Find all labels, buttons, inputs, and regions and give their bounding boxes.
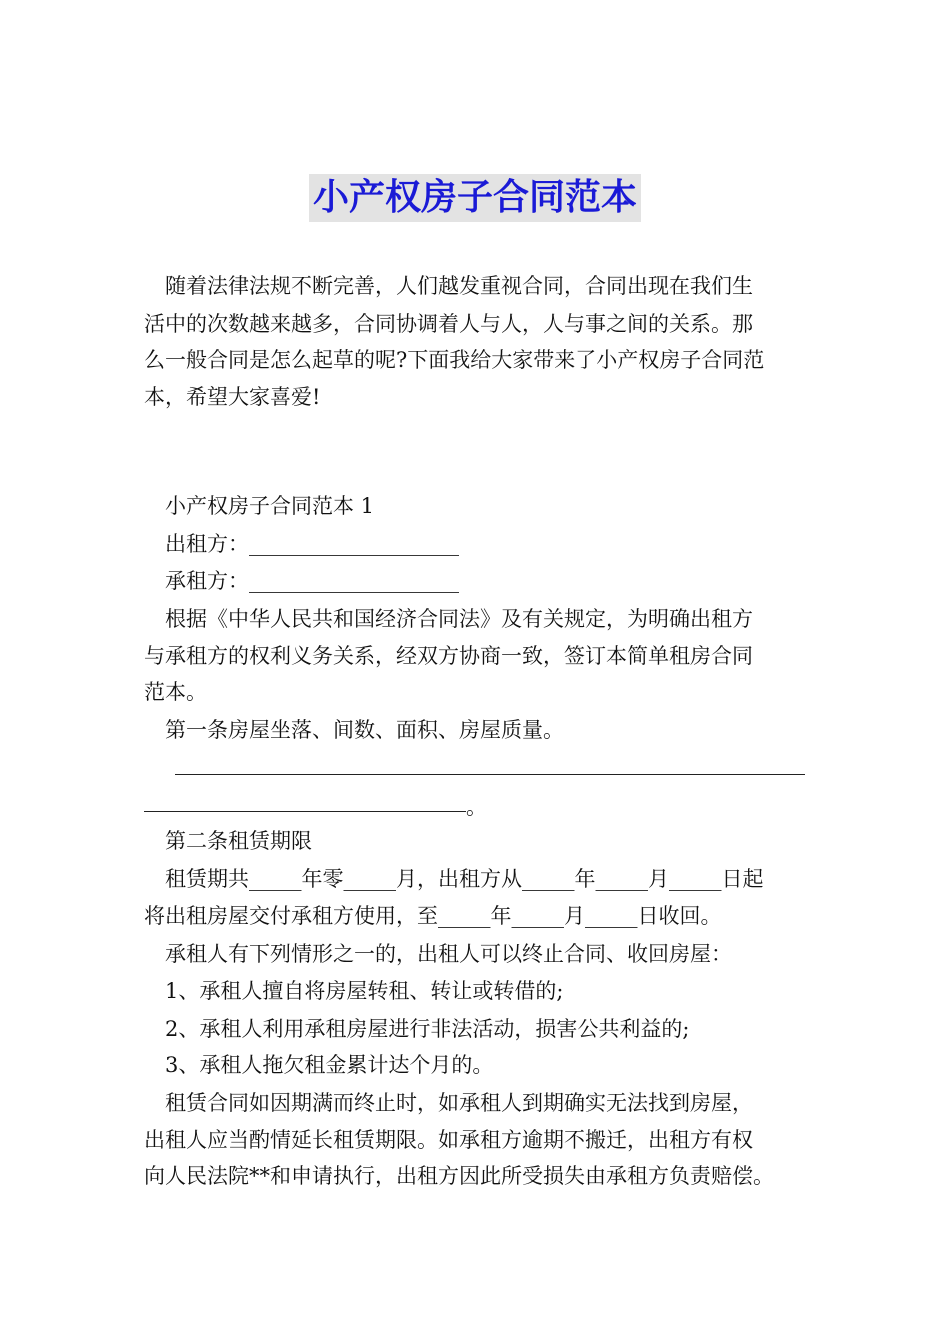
lessee-line: 承租方：____________________	[165, 569, 459, 593]
termination-item-2: 2、承租人利用承租房屋进行非法活动，损害公共利益的;	[165, 1017, 690, 1041]
term-line-1: 租赁期共_____年零_____月，出租方从_____年_____月_____日起	[165, 867, 764, 891]
lessor-line: 出租方：____________________	[165, 532, 459, 556]
term-line-2: 将出租房屋交付承租方使用，至_____年_____月_____日收回。	[144, 904, 722, 928]
intro-line-1: 随着法律法规不断完善，人们越发重视合同，合同出现在我们生	[165, 274, 753, 298]
expiry-line-3: 向人民法院**和申请执行，出租方因此所受损失由承租方负责赔偿。	[144, 1164, 774, 1188]
document-title: 小产权房子合同范本	[309, 174, 641, 222]
expiry-line-2: 出租人应当酌情延长租赁期限。如承租方逾期不搬迁，出租方有权	[144, 1128, 753, 1152]
intro-line-4: 本，希望大家喜爱!	[144, 385, 321, 409]
basis-line-1: 根据《中华人民共和国经济合同法》及有关规定，为明确出租方	[165, 607, 753, 631]
article2-line: 第二条租赁期限	[165, 829, 312, 853]
section-title: 小产权房子合同范本 1	[165, 494, 375, 518]
termination-intro: 承租人有下列情形之一的，出租人可以终止合同、收回房屋：	[165, 942, 732, 966]
termination-item-1: 1、承租人擅自将房屋转租、转让或转借的;	[165, 979, 564, 1003]
basis-line-3: 范本。	[144, 680, 207, 704]
intro-line-3: 么一般合同是怎么起草的呢?下面我给大家带来了小产权房子合同范	[144, 348, 765, 372]
basis-line-2: 与承租方的权利义务关系，经双方协商一致，签订本简单租房合同	[144, 644, 753, 668]
termination-item-3: 3、承租人拖欠租金累计达个月的。	[165, 1053, 494, 1077]
intro-line-2: 活中的次数越来越多，合同协调着人与人，人与事之间的关系。那	[144, 312, 753, 336]
article1-line: 第一条房屋坐落、间数、面积、房屋质量。	[165, 718, 564, 742]
blank-line-end: 。	[466, 795, 487, 819]
expiry-line-1: 租赁合同如因期满而终止时，如承租人到期确实无法找到房屋，	[165, 1091, 753, 1115]
blank-line-1	[175, 774, 805, 775]
blank-line-2	[144, 811, 466, 812]
title-wrap	[0, 174, 950, 222]
